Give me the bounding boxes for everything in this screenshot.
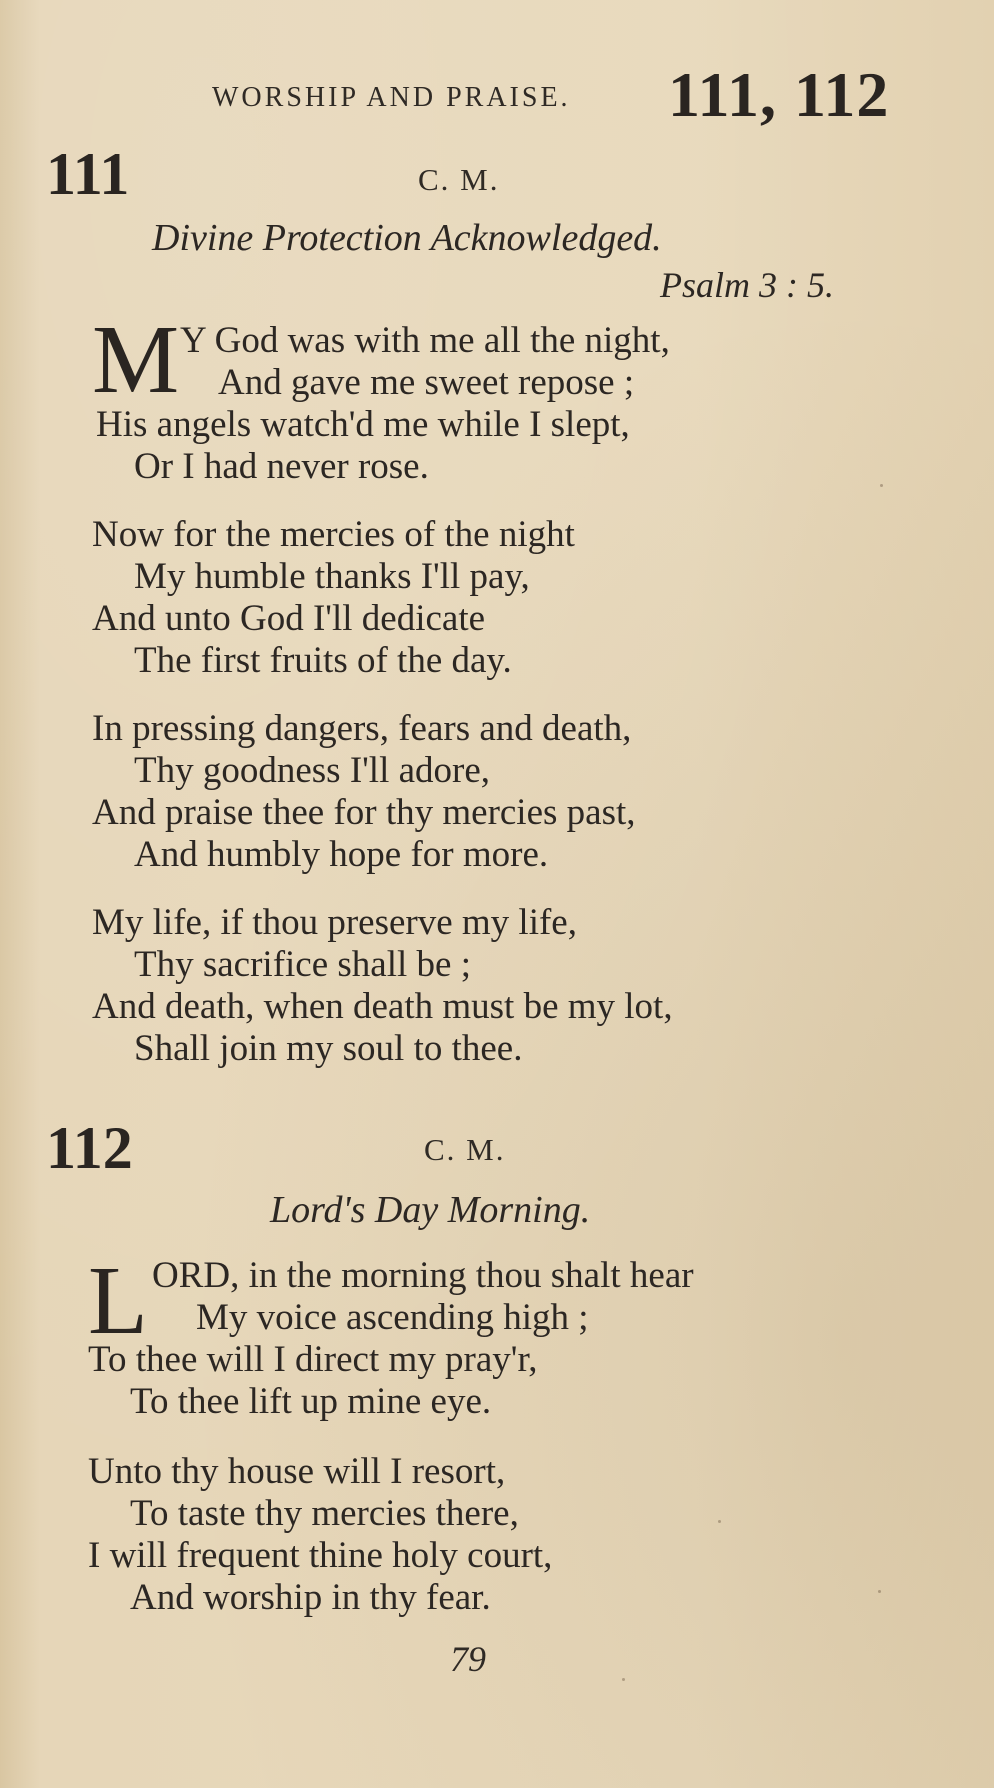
- hymn-111-s4-line1: My life, if thou preserve my life,: [92, 902, 577, 943]
- hymn-112-s1-line4: To thee lift up mine eye.: [130, 1381, 492, 1422]
- hymn-111-drop-cap: M: [92, 306, 180, 414]
- hymn-111-s4-line4: Shall join my soul to thee.: [134, 1028, 523, 1069]
- hymn-111-s3-line3: And praise thee for thy mercies past,: [92, 792, 636, 833]
- page-number: 79: [450, 1639, 486, 1679]
- hymn-111-s4-line2: Thy sacrifice shall be ;: [134, 944, 471, 985]
- hymn-111-s2-line1: Now for the mercies of the night: [92, 514, 575, 555]
- hymn-111-s3-line4: And humbly hope for more.: [134, 834, 549, 875]
- hymn-112-s2-line1: Unto thy house will I resort,: [88, 1451, 506, 1492]
- hymn-111-title: Divine Protection Acknowledged.: [152, 217, 662, 259]
- hymn-112-s1-line3: To thee will I direct my pray'r,: [88, 1339, 538, 1380]
- paper-speck: [622, 1678, 625, 1681]
- hymn-112-title: Lord's Day Morning.: [270, 1189, 591, 1231]
- hymn-111-s4-line3: And death, when death must be my lot,: [92, 986, 673, 1027]
- hymn-111-s3-line2: Thy goodness I'll adore,: [134, 750, 491, 791]
- hymn-111-scripture: Psalm 3 : 5.: [660, 265, 834, 305]
- hymn-112-s1-line2: My voice ascending high ;: [196, 1297, 589, 1338]
- page-range-heading: 111, 112: [668, 59, 890, 130]
- hymn-111-meter: C. M.: [418, 162, 500, 197]
- hymn-111-s1-line3: His angels watch'd me while I slept,: [96, 404, 630, 445]
- hymn-111-s1-line4: Or I had never rose.: [134, 446, 429, 487]
- hymn-112-s2-line4: And worship in thy fear.: [130, 1577, 491, 1618]
- hymn-111-s2-line2: My humble thanks I'll pay,: [134, 556, 530, 597]
- paper-speck: [878, 1590, 881, 1593]
- hymn-112-s2-line2: To taste thy mercies there,: [130, 1493, 519, 1534]
- hymn-111-s3-line1: In pressing dangers, fears and death,: [92, 708, 632, 749]
- paper-speck: [718, 1520, 721, 1523]
- hymn-112-drop-cap: L: [88, 1247, 148, 1355]
- hymn-112-meter: C. M.: [424, 1132, 506, 1167]
- hymn-111-first-line: Y God was with me all the night,: [180, 320, 670, 361]
- hymn-112-s2-line3: I will frequent thine holy court,: [88, 1535, 553, 1576]
- hymn-111-s2-line3: And unto God I'll dedicate: [92, 598, 486, 639]
- paper-speck: [880, 484, 883, 487]
- hymn-111-s1-line2: And gave me sweet repose ;: [218, 362, 635, 403]
- hymn-number-111: 111: [46, 141, 130, 207]
- hymn-112-first-line: ORD, in the morning thou shalt hear: [152, 1255, 694, 1296]
- hymn-111-s2-line4: The first fruits of the day.: [134, 640, 512, 681]
- hymn-number-112: 112: [46, 1115, 133, 1181]
- running-head: WORSHIP AND PRAISE.: [212, 82, 571, 113]
